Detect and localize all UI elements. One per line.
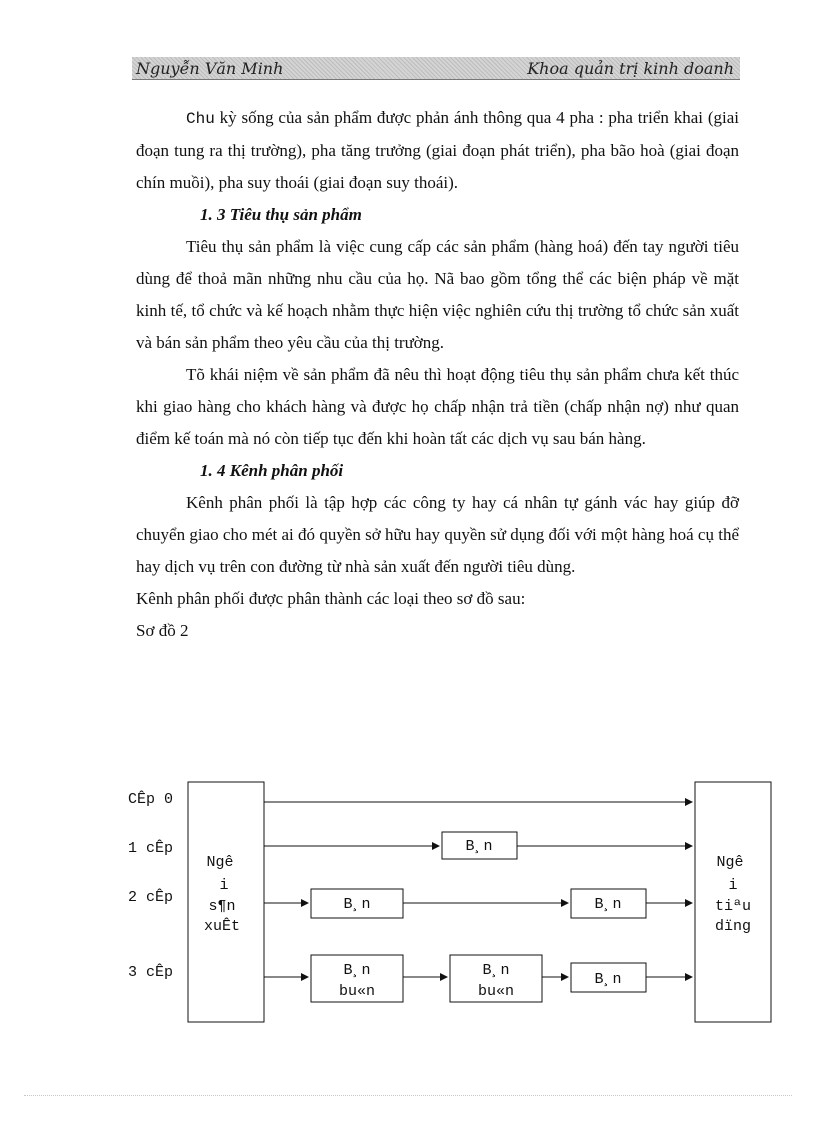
producer-label-line: s¶n (208, 898, 236, 915)
figure-caption: Sơ đồ 2 (136, 621, 189, 640)
wholesaler-label: B¸n (343, 962, 371, 979)
level-label-3: 3 cÊp (128, 964, 174, 981)
retailer-label: B¸n (594, 971, 622, 988)
producer-label-line: xuÊt (203, 918, 241, 935)
header-author: Nguyễn Văn Minh (136, 59, 284, 78)
consumer-label-line: tiªu (714, 898, 752, 915)
wholesaler-label: bu«n (338, 983, 376, 1000)
retailer-label: B¸n (594, 896, 622, 913)
paragraph-life-cycle-text: kỳ sống của sản phẩm được phản ánh thông qua 4 pha : pha triển khai (giai đoạn tung ra thị trường), pha tăng trưởng (giai đoạn phát triển), pha bão hoà (giai đoạn chín muồi), pha suy thoái (giai đoạn suy thoái). (136, 108, 739, 192)
retailer-label: B¸n (465, 838, 493, 855)
producer-label-line: i (219, 877, 229, 894)
footer-rule (24, 1095, 792, 1096)
level-label-0: CÊp 0 (128, 791, 174, 808)
level-label-1: 1 cÊp (128, 840, 174, 857)
section-heading-1-4: 1. 4 Kênh phân phối (200, 461, 344, 480)
paragraph-consumption-concept: Tõ khái niệm về sản phẩm đã nêu thì hoạt động tiêu thụ sản phẩm chưa kết thúc khi giao hàng cho khách hàng và được họ chấp nhận trả tiền (chấp nhận nợ) như quan điểm kế toán mà nó còn tiếp tục đến khi hoàn tất các dịch vụ sau bán hàng. (136, 365, 739, 448)
wholesaler-label: B¸n (343, 896, 371, 913)
paragraph-lead-word: Chu (186, 110, 215, 128)
wholesaler-label: B¸n (482, 962, 510, 979)
paragraph-distribution-channel: Kênh phân phối là tập hợp các công ty hay cá nhân tự gánh vác hay giúp đỡ chuyển giao cho mét ai đó quyền sở hữu hay quyền sử dụng đối với một hàng hoá cụ thể hay dịch vụ trên con đường từ nhà sản xuất đến người tiêu dùng. (136, 493, 739, 576)
consumer-label-line: i (728, 877, 738, 894)
paragraph-consumption: Tiêu thụ sản phẩm là việc cung cấp các sản phẩm (hàng hoá) đến tay người tiêu dùng để thoả mãn những nhu cầu của họ. Nã bao gồm tổng thể các biện pháp về mặt kinh tế, tổ chức và kế hoạch nhằm thực hiện việc nghiên cứu thị trường tổ chức sản xuất và bán sản phẩm theo yêu cầu của thị trường. (136, 237, 739, 352)
consumer-label-line: dïng (714, 918, 752, 935)
wholesaler-label: bu«n (477, 983, 515, 1000)
header-department: Khoa quản trị kinh doanh (527, 59, 734, 78)
producer-label-line: Ngê (206, 854, 234, 871)
consumer-label-line: Ngê (716, 854, 744, 871)
level-label-2: 2 cÊp (128, 889, 174, 906)
section-heading-1-3: 1. 3 Tiêu thụ sản phẩm (200, 205, 362, 224)
paragraph-channel-types: Kênh phân phối được phân thành các loại theo sơ đồ sau: (136, 589, 526, 608)
